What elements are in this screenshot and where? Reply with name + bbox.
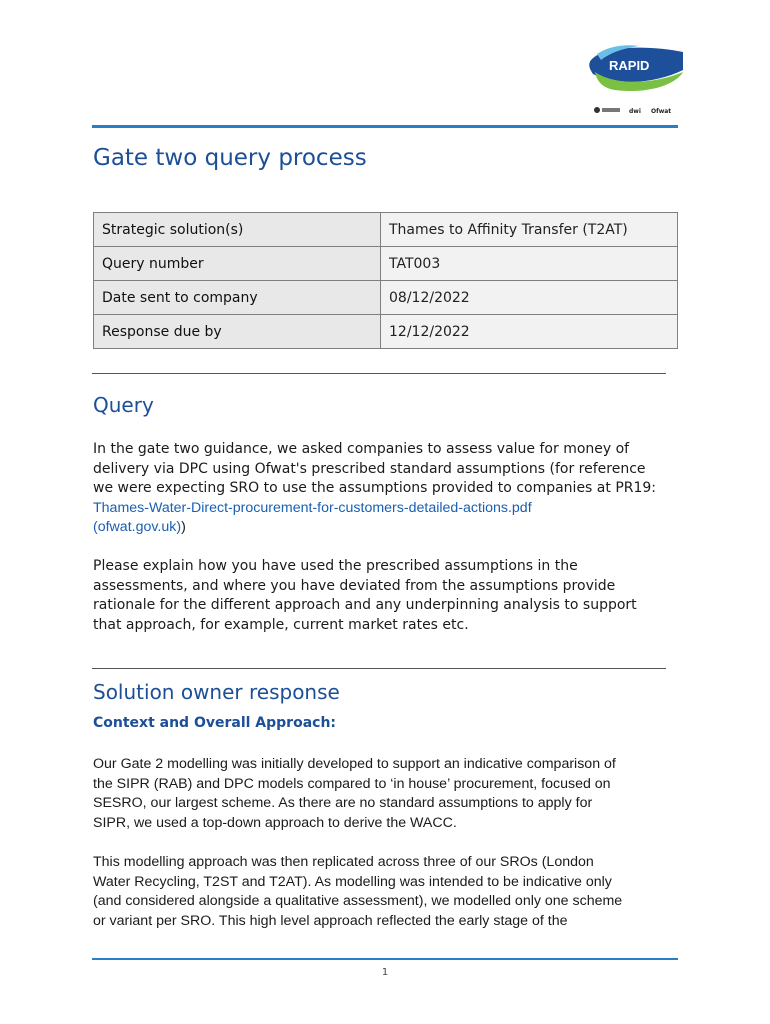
response-subheading: Context and Overall Approach: (93, 715, 337, 731)
row-label: Date sent to company (94, 281, 381, 315)
header-rule (92, 125, 678, 128)
table-row (94, 315, 678, 349)
row-value: 12/12/2022 (381, 315, 678, 349)
rapid-logo (585, 42, 687, 120)
text-line: assessments, and where you have deviated from the assumptions provide (93, 577, 616, 594)
text-line: SIPR, we used a top-down approach to derive the WACC. (93, 814, 457, 831)
table-row (94, 247, 678, 281)
row-value: Thames to Affinity Transfer (T2AT) (381, 213, 678, 247)
row-label: Response due by (94, 315, 381, 349)
response-paragraph-1 (93, 755, 683, 833)
text-line: Water Recycling, T2ST and T2AT). As modelling was intended to be indicative only (93, 873, 612, 890)
text-line: Please explain how you have used the prescribed assumptions in the (93, 558, 578, 574)
text-line: delivery via DPC using Ofwat's prescribed standard assumptions (for reference (93, 460, 646, 477)
page-number: 1 (381, 967, 389, 978)
query-paragraph-2 (93, 557, 683, 635)
text-line: In the gate two guidance, we asked companies to assess value for money of (93, 441, 630, 457)
text-line: This modelling approach was then replicated across three of our SROs (London (93, 854, 594, 870)
row-value: 08/12/2022 (381, 281, 678, 315)
text-line: we were expecting SRO to use the assumptions provided to companies at PR19: (93, 480, 657, 496)
table-row (94, 213, 678, 247)
row-value: TAT003 (381, 247, 678, 281)
text-line: Our Gate 2 modelling was initially developed to support an indicative comparison of (93, 756, 616, 772)
link-close-paren: ) (181, 519, 186, 535)
text-line: that approach, for example, current market rates etc. (93, 616, 469, 633)
footer-rule (92, 958, 678, 960)
section-divider (92, 373, 666, 374)
svg-text:dwi: dwi (629, 108, 641, 115)
row-label: Strategic solution(s) (94, 213, 381, 247)
response-paragraph-2 (93, 853, 683, 931)
text-line: rationale for the different approach and any underpinning analysis to support (93, 597, 637, 613)
info-table (93, 212, 678, 349)
page-title: Gate two query process (93, 145, 367, 171)
text-line: SESRO, our largest scheme. As there are no standard assumptions to apply for (93, 795, 593, 811)
guidance-link[interactable]: Thames-Water-Direct-procurement-for-customers-detailed-actions.pdf (93, 499, 532, 516)
text-line: (and considered alongside a qualitative assessment), we modelled only one scheme (93, 893, 623, 909)
table-row (94, 281, 678, 315)
text-line: the SIPR (RAB) and DPC models compared to ‘in house’ procurement, focused on (93, 775, 611, 792)
query-heading: Query (93, 393, 154, 417)
query-paragraph-1 (93, 440, 683, 538)
guidance-link-domain[interactable]: (ofwat.gov.uk) (93, 519, 182, 535)
response-heading: Solution owner response (93, 680, 340, 704)
text-line: or variant per SRO. This high level approach reflected the early stage of the (93, 912, 568, 929)
svg-text:Ofwat: Ofwat (651, 108, 672, 115)
svg-text:RAPID: RAPID (609, 58, 650, 73)
section-divider (92, 668, 666, 669)
row-label: Query number (94, 247, 381, 281)
